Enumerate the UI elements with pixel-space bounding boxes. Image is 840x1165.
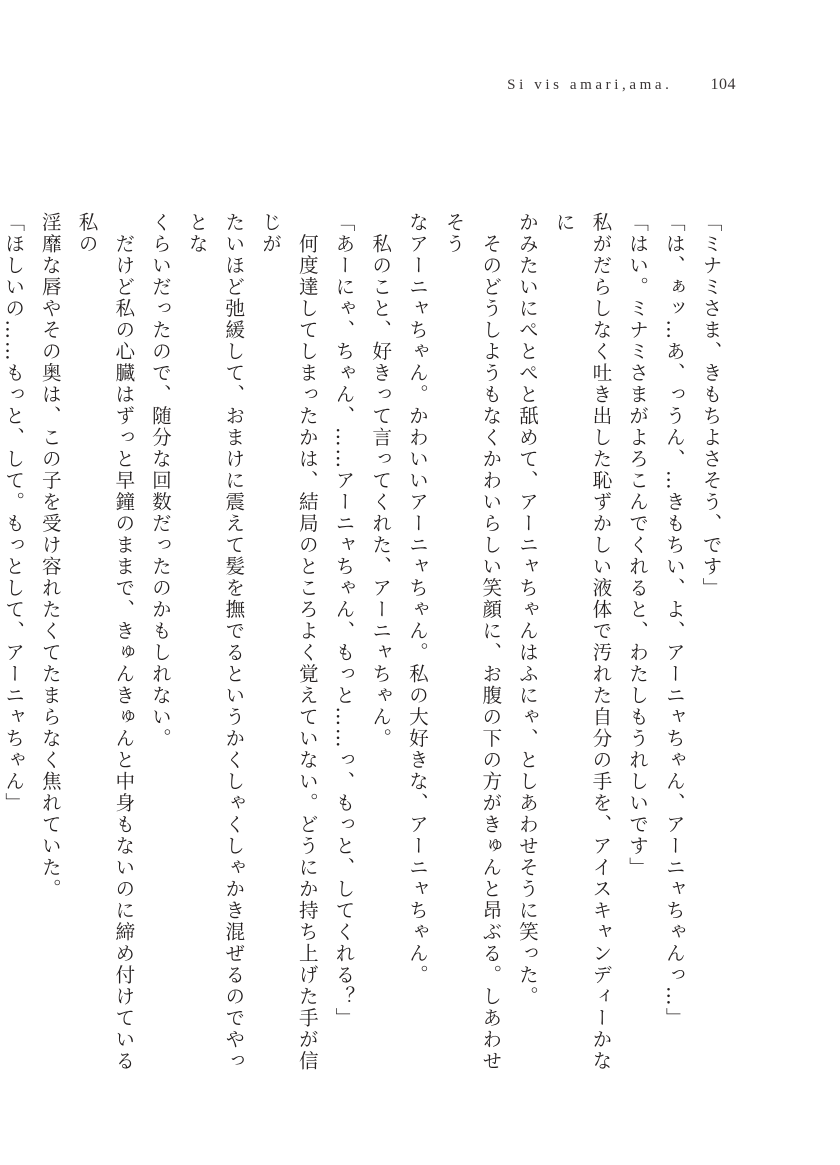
- text-line: 何度達してしまったかは、結局のところよく覚えていない。どうにか持ち上げた手が信じが: [258, 212, 319, 1072]
- text-line: 私のこと、好きって言ってくれた、アーニャちゃん。: [368, 212, 392, 750]
- text-line: なアーニャちゃん。かわいいアーニャちゃん。私の大好きな、アーニャちゃん。: [405, 212, 429, 986]
- text-line: 「あーにゃ、ちゃん、……アーニャちゃん、もっと……っ、もっと、してくれる？」: [331, 212, 355, 1029]
- text-line: 「ミナミさま、きもちよさそう、です」: [699, 212, 722, 599]
- book-title: Si vis amari,ama.: [507, 77, 673, 93]
- text-line: かみたいにぺとぺと舐めて、アーニャちゃんはふにゃ、としあわせそうに笑った。: [515, 212, 539, 1008]
- text-line: だけど私の心臓はずっと早鐘のままで、きゅんきゅんと中身もないのに締め付けている私の: [75, 212, 135, 1072]
- page-number: 104: [710, 76, 736, 93]
- text-line: 「は、ぁッ…あ、っうん、…きもちい、よ、アーニャちゃん、アーニャちゃんっ…」: [662, 212, 686, 1029]
- text-line: くらいだったので、随分な回数だったのかもしれない。: [148, 212, 172, 750]
- text-line: 「ほしいの……もっと、して。もっとして、アーニャちゃん」: [1, 212, 25, 814]
- text-line: そのどうしようもなくかわいらしい笑顔に、お腹の下の方がきゅんと昂ぶる。しあわせそう: [442, 212, 502, 1072]
- text-line: たいほど弛緩して、おまけに震えて髪を撫でるというかくしゃくしゃかき混ぜるのでやっとな: [185, 212, 245, 1072]
- running-head: [507, 76, 736, 94]
- text-line: 淫靡な唇やその奥は、この子を受け容れたくてたまらなく焦れていた。: [38, 212, 62, 900]
- text-line: 「はい。ミナミさまがよろこんでくれると、わたしもうれしいです」: [625, 212, 649, 879]
- text-line: 私がだらしなく吐き出した恥ずかしい液体で汚れた自分の手を、アイスキャンディーかなに: [552, 212, 612, 1072]
- body-text: [0, 212, 728, 1092]
